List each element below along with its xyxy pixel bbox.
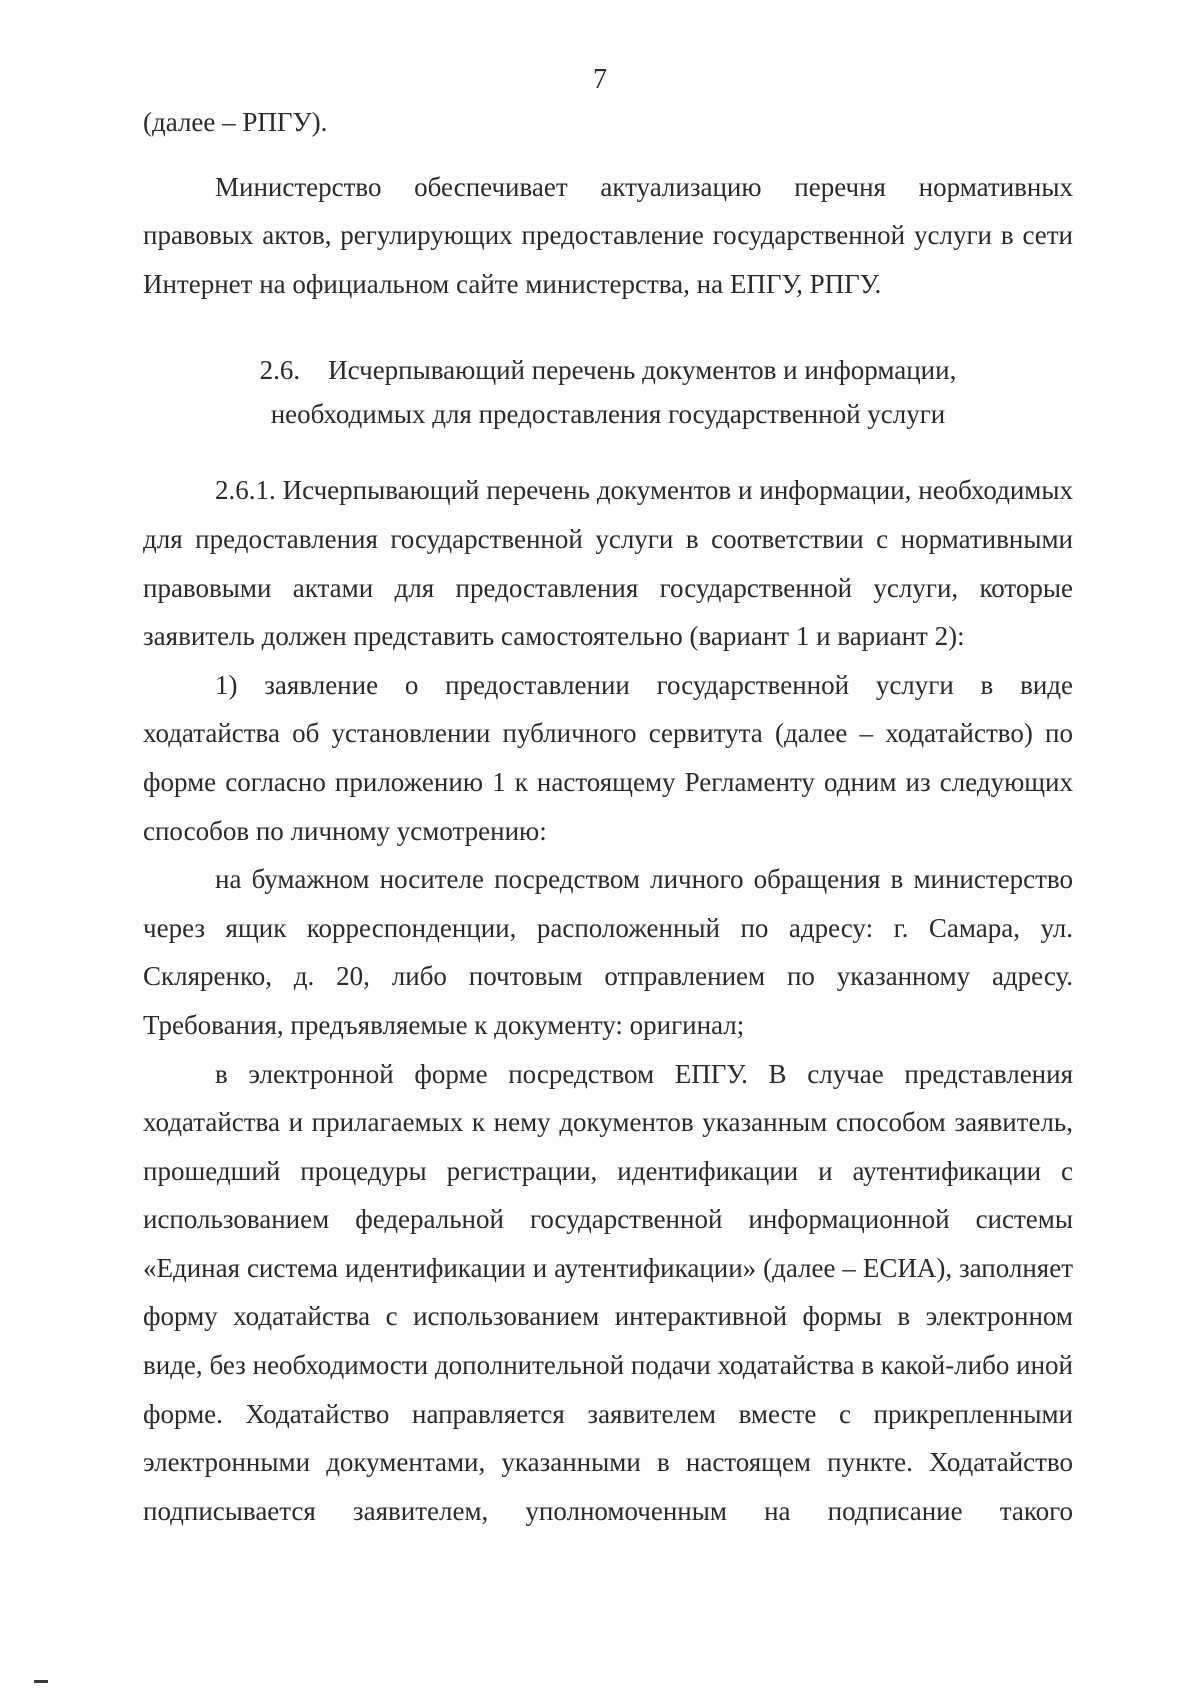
paragraph-item-1-application: 1) заявление о предоставлении государственной услуги в виде ходатайства об установлении публичного сервитута (далее – ходатайство) по форме согласно приложению 1 к настоящему Регламенту одним из следующих способов по личному усмотрению: [143, 669, 1073, 846]
paragraph-2-6-1: 2.6.1. Исчерпывающий перечень документов и информации, необходимых для предоставления государственной услуги в соответствии с нормативными правовыми актами для предоставления государственной услуги, которые заявитель должен представить самостоятельно (вариант 1 и вариант 2): [143, 475, 1073, 652]
section-heading-line-2: необходимых для предоставления государственной услуги [270, 399, 946, 430]
paragraph-electronic-submission: в электронной форме посредством ЕПГУ. В случае представления ходатайства и прилагаемых к нему документов указанным способом заявитель, прошедший процедуры регистрации, идентификации и аутентификации с использованием федеральной государственной информационной системы «Единая система идентификации и аутентификации» (далее – ЕСИА), заполняет форму ходатайства с использованием интерактивной формы в электронном виде, без необходимости дополнительной подачи ходатайства в какой-либо иной форме. Ходатайство направляется заявителем вместе с прикрепленными электронными документами, указанными в настоящем пункте. Ходатайство подписывается заявителем, уполномоченным на подписание такого [143, 1058, 1073, 1526]
section-heading-line-1: Исчерпывающий перечень документов и информации, [328, 355, 957, 386]
section-heading-number: 2.6. [259, 355, 301, 386]
document-body [143, 98, 1073, 1535]
paragraph-paper-submission: на бумажном носителе посредством личного обращения в министерство через ящик корреспонденции, расположенный по адресу: г. Самара, ул. Скляренко, д. 20, либо почтовым отправлением по указанному адресу. Требования, предъявляемые к документу: оригинал; [143, 864, 1073, 1040]
paragraph-ministry-updates: Министерство обеспечивает актуализацию перечня нормативных правовых актов, регулирующих предоставление государственной услуги в сети Интернет на официальном сайте министерства, на ЕПГУ, РПГУ. [143, 171, 1073, 299]
page-number: 7 [593, 64, 607, 95]
scan-edge-mark [34, 1680, 48, 1698]
paragraph-continuation: (далее – РПГУ). [143, 107, 328, 137]
section-heading-2-6 [143, 348, 1073, 436]
